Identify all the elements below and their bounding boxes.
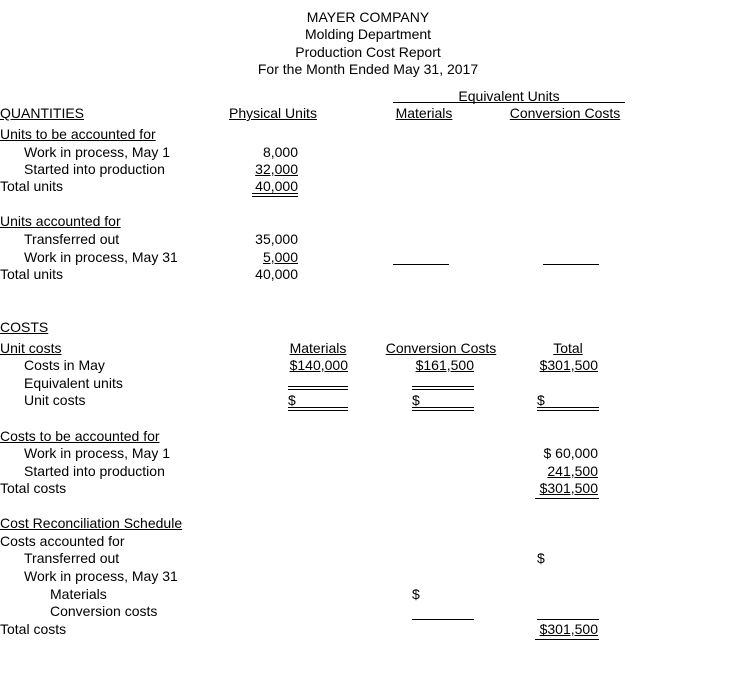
materials-equiv-rule [288, 386, 348, 390]
units-to-be-accounted-label: Units to be accounted for [0, 126, 156, 142]
costs-wip-may1-value: $ 60,000 [543, 445, 598, 461]
costs-wip-may1-label: Work in process, May 1 [24, 445, 171, 461]
wip-may1-label: Work in process, May 1 [24, 144, 171, 160]
recon-total-second-rule [535, 639, 599, 640]
costs-conversion-header: Conversion Costs [385, 340, 497, 356]
equiv-conversion-blank [543, 264, 599, 265]
report-period: For the Month Ended May 31, 2017 [257, 61, 479, 77]
total-units-label-2: Total units [0, 266, 64, 282]
recon-conversion-label: Conversion costs [50, 603, 158, 619]
conversion-unit-cost-dollar: $ [412, 392, 420, 408]
materials-unit-cost-rule [288, 407, 348, 411]
equiv-materials-header: Materials [395, 105, 453, 121]
total-costs-label: Total costs [0, 480, 67, 496]
recon-materials-label: Materials [50, 586, 107, 602]
equivalent-units-label: Equivalent units [24, 375, 123, 391]
total-costs-second-rule [535, 498, 599, 499]
department-name: Molding Department [304, 26, 432, 42]
recon-wip-subtotal-rule [412, 619, 474, 620]
recon-total-rule [537, 619, 599, 620]
recon-total-label: Total costs [0, 621, 67, 637]
transferred-out-units: 35,000 [255, 231, 298, 247]
quantities-title: QUANTITIES [0, 105, 85, 121]
total-units-value-2: 40,000 [255, 266, 298, 282]
recon-wip-label: Work in process, May 31 [24, 568, 178, 584]
recon-transferred-dollar: $ [537, 550, 545, 566]
recon-materials-dollar: $ [412, 586, 420, 602]
total-units-value: 40,000 [255, 178, 298, 194]
total-cost-value: $301,500 [539, 357, 598, 373]
unit-costs-row-label: Unit costs [24, 392, 86, 408]
costs-to-be-accounted-label: Costs to be accounted for [0, 428, 160, 444]
costs-started-label: Started into production [24, 463, 165, 479]
total-unit-cost-rule [537, 407, 599, 411]
equivalent-units-header: Equivalent Units [458, 88, 560, 104]
transferred-out-label: Transferred out [24, 231, 120, 247]
recon-total-value: $301,500 [539, 621, 598, 637]
conversion-equiv-rule [412, 386, 474, 390]
total-units-label: Total units [0, 178, 64, 194]
costs-started-value: 241,500 [547, 463, 598, 479]
equiv-materials-blank [393, 264, 449, 265]
costs-materials-header: Materials [289, 340, 347, 356]
company-name: MAYER COMPANY [306, 9, 430, 25]
costs-in-may-label: Costs in May [24, 357, 105, 373]
report-title: Production Cost Report [295, 44, 441, 60]
wip-may31-label: Work in process, May 31 [24, 249, 178, 265]
units-accounted-label: Units accounted for [0, 213, 121, 229]
recon-transferred-label: Transferred out [24, 550, 120, 566]
started-label: Started into production [24, 161, 165, 177]
costs-accounted-label: Costs accounted for [0, 533, 125, 549]
conversion-cost-value: $161,500 [415, 357, 474, 373]
costs-total-header: Total [553, 340, 583, 356]
total-units-double-rule [252, 193, 298, 197]
costs-title: COSTS [0, 319, 49, 335]
wip-may1-units: 8,000 [262, 144, 298, 160]
physical-units-header: Physical Units [229, 105, 317, 121]
equiv-conversion-header: Conversion Costs [509, 105, 621, 121]
total-unit-cost-dollar: $ [537, 392, 545, 408]
reconciliation-title: Cost Reconciliation Schedule [0, 515, 183, 531]
materials-unit-cost-dollar: $ [288, 392, 296, 408]
conversion-unit-cost-rule [412, 407, 474, 411]
wip-may31-units: 5,000 [262, 249, 298, 265]
unit-costs-label: Unit costs [0, 340, 62, 356]
materials-cost-value: $140,000 [289, 357, 348, 373]
total-costs-value: $301,500 [539, 480, 598, 496]
started-units: 32,000 [255, 161, 298, 177]
